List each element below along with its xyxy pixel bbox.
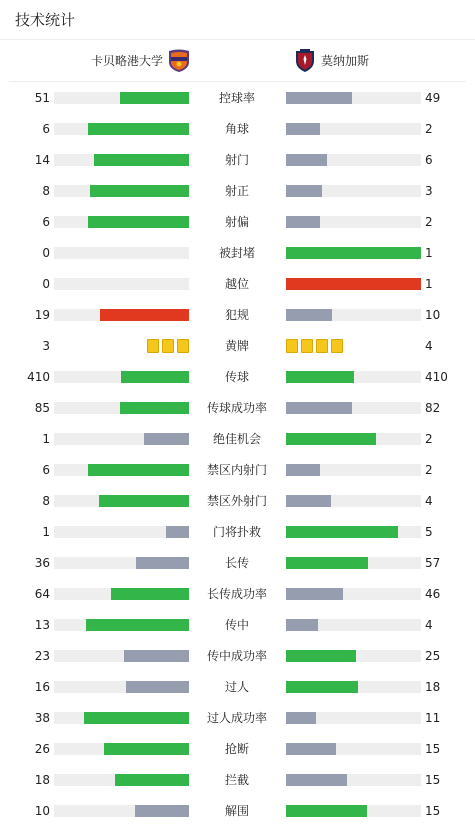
away-stat-bar-track (286, 619, 421, 631)
away-stat-value: 2 (425, 122, 433, 136)
home-stat-bar-fill (126, 681, 189, 693)
home-stat-bar-fill (104, 743, 189, 755)
stat-label: 传中成功率 (206, 649, 267, 663)
stat-label: 射偏 (224, 215, 249, 229)
away-stat-value: 49 (425, 91, 441, 105)
home-stat-value: 18 (34, 773, 50, 787)
yellow-card-icon (301, 339, 313, 353)
away-stat-bar-fill (286, 805, 367, 817)
stat-row (0, 215, 475, 246)
home-stat-bar-track (54, 805, 189, 817)
away-stat-bar-fill (286, 495, 331, 507)
away-yellow-cards (286, 339, 343, 353)
home-stat-value: 6 (42, 215, 50, 229)
home-stat-bar-track (54, 278, 189, 290)
away-stat-value: 46 (425, 587, 441, 601)
home-stat-bar-track (54, 154, 189, 166)
home-stat-bar-fill (94, 154, 189, 166)
away-stat-bar-fill (286, 154, 327, 166)
stat-label: 抢断 (224, 742, 249, 756)
away-stat-bar-fill (286, 526, 398, 538)
stat-label: 被封堵 (218, 246, 255, 260)
away-stat-value: 6 (425, 153, 433, 167)
stat-label: 传球成功率 (206, 401, 267, 415)
stat-label: 绝佳机会 (212, 432, 261, 446)
stat-label: 门将扑救 (212, 525, 261, 539)
home-stat-bar-track (54, 185, 189, 197)
home-stat-value: 19 (34, 308, 50, 322)
away-stat-bar-track (286, 92, 421, 104)
away-stat-bar-track (286, 557, 421, 569)
away-stat-bar-track (286, 743, 421, 755)
stat-row (0, 680, 475, 711)
stat-label: 传中 (224, 618, 249, 632)
stat-row (0, 122, 475, 153)
home-stat-value: 10 (34, 804, 50, 818)
stat-label: 禁区外射门 (206, 494, 267, 508)
home-stat-bar-track (54, 650, 189, 662)
away-stat-value: 2 (425, 463, 433, 477)
away-stat-bar-fill (286, 247, 421, 259)
away-stat-bar-fill (286, 712, 316, 724)
away-stat-bar-fill (286, 371, 354, 383)
home-stat-bar-fill (136, 557, 189, 569)
home-stat-bar-fill (144, 433, 189, 445)
home-stat-value: 13 (34, 618, 50, 632)
stat-row (0, 370, 475, 401)
away-stat-value: 15 (425, 804, 441, 818)
stat-row (0, 711, 475, 742)
away-stat-bar-track (286, 278, 421, 290)
away-stat-bar-fill (286, 681, 358, 693)
home-stat-value: 6 (42, 122, 50, 136)
home-stat-bar-fill (88, 464, 189, 476)
stat-label: 长传成功率 (206, 587, 267, 601)
stat-label: 犯规 (224, 308, 249, 322)
home-stat-value: 8 (42, 184, 50, 198)
stat-label: 拦截 (224, 773, 249, 787)
away-stat-value: 2 (425, 432, 433, 446)
away-stat-bar-track (286, 371, 421, 383)
away-stat-bar-fill (286, 650, 356, 662)
home-stat-bar-track (54, 216, 189, 228)
stats-list (0, 82, 475, 835)
home-stat-value: 16 (34, 680, 50, 694)
home-stat-value: 1 (42, 432, 50, 446)
away-stat-value: 15 (425, 742, 441, 756)
away-stat-bar-track (286, 185, 421, 197)
stat-label: 过人成功率 (206, 711, 267, 725)
away-stat-bar-fill (286, 402, 352, 414)
stat-label: 长传 (224, 556, 249, 570)
away-stat-value: 4 (425, 618, 433, 632)
yellow-card-icon (147, 339, 159, 353)
home-team-name: 卡贝略港大学 (90, 53, 163, 68)
stat-row (0, 587, 475, 618)
home-stat-bar-track (54, 371, 189, 383)
yellow-card-icon (286, 339, 298, 353)
home-stat-bar-track (54, 557, 189, 569)
away-stat-value: 18 (425, 680, 441, 694)
away-stat-bar-track (286, 681, 421, 693)
away-stat-bar-track (286, 774, 421, 786)
home-stat-bar-fill (115, 774, 189, 786)
stat-row (0, 339, 475, 370)
stat-label: 解围 (224, 804, 249, 818)
stat-row (0, 432, 475, 463)
stat-row (0, 649, 475, 680)
home-stat-value: 0 (42, 277, 50, 291)
home-stat-bar-fill (124, 650, 189, 662)
yellow-card-icon (177, 339, 189, 353)
home-stat-value: 1 (42, 525, 50, 539)
home-stat-bar-fill (88, 216, 189, 228)
away-stat-bar-track (286, 526, 421, 538)
away-stat-bar-fill (286, 123, 320, 135)
stat-row (0, 494, 475, 525)
away-stat-value: 5 (425, 525, 433, 539)
away-stat-bar-fill (286, 309, 332, 321)
away-stat-bar-fill (286, 774, 347, 786)
away-stat-value: 3 (425, 184, 433, 198)
away-stat-bar-fill (286, 433, 376, 445)
home-team[interactable] (91, 48, 191, 72)
stat-row (0, 277, 475, 308)
home-stat-value: 36 (34, 556, 50, 570)
stat-row (0, 742, 475, 773)
stat-row (0, 308, 475, 339)
away-stat-bar-track (286, 805, 421, 817)
away-stat-bar-fill (286, 185, 322, 197)
stat-row (0, 773, 475, 804)
away-stat-value: 1 (425, 246, 433, 260)
home-stat-value: 26 (34, 742, 50, 756)
section-header (0, 0, 475, 40)
home-stat-bar-track (54, 433, 189, 445)
stat-label: 禁区内射门 (206, 463, 267, 477)
home-stat-bar-track (54, 247, 189, 259)
away-stat-value: 82 (425, 401, 441, 415)
home-stat-bar-fill (135, 805, 189, 817)
stat-row (0, 246, 475, 277)
home-stat-bar-fill (86, 619, 189, 631)
away-stat-bar-track (286, 588, 421, 600)
stat-row (0, 525, 475, 556)
stat-label: 过人 (224, 680, 249, 694)
away-stat-bar-fill (286, 278, 421, 290)
home-stat-bar-track (54, 681, 189, 693)
away-stat-value: 410 (425, 370, 448, 384)
away-stat-bar-fill (286, 464, 320, 476)
stat-label: 越位 (224, 277, 249, 291)
home-stat-value: 51 (34, 91, 50, 105)
teams-header (9, 40, 466, 82)
away-team[interactable] (293, 48, 369, 72)
home-stat-bar-fill (120, 402, 189, 414)
stat-label: 角球 (224, 122, 249, 136)
away-stat-value: 10 (425, 308, 441, 322)
home-stat-bar-fill (99, 495, 189, 507)
away-stat-bar-track (286, 123, 421, 135)
stat-label: 射正 (224, 184, 249, 198)
away-stat-bar-track (286, 712, 421, 724)
home-stat-value: 85 (34, 401, 50, 415)
home-stat-bar-fill (166, 526, 189, 538)
home-stat-value: 64 (34, 587, 50, 601)
away-stat-value: 4 (425, 494, 433, 508)
home-stat-bar-fill (100, 309, 189, 321)
stat-row (0, 804, 475, 835)
home-stat-bar-track (54, 774, 189, 786)
stat-row (0, 91, 475, 122)
home-stat-bar-fill (88, 123, 189, 135)
stat-label: 黄牌 (224, 339, 249, 353)
away-stat-bar-track (286, 309, 421, 321)
away-stat-bar-track (286, 247, 421, 259)
home-stat-bar-fill (111, 588, 189, 600)
away-stat-value: 2 (425, 215, 433, 229)
home-stat-value: 410 (27, 370, 50, 384)
stat-row (0, 556, 475, 587)
away-stat-bar-track (286, 433, 421, 445)
yellow-card-icon (316, 339, 328, 353)
home-stat-bar-track (54, 92, 189, 104)
home-stat-bar-track (54, 464, 189, 476)
away-stat-value: 57 (425, 556, 441, 570)
home-stat-value: 6 (42, 463, 50, 477)
home-yellow-cards (147, 339, 189, 353)
home-stat-bar-fill (84, 712, 189, 724)
home-stat-bar-track (54, 123, 189, 135)
page-title: 技术统计 (15, 11, 76, 29)
away-stat-value: 15 (425, 773, 441, 787)
stat-row (0, 463, 475, 494)
away-team-name: 莫纳加斯 (321, 53, 370, 68)
away-stat-bar-track (286, 216, 421, 228)
home-stat-bar-track (54, 526, 189, 538)
stat-row (0, 401, 475, 432)
home-stat-bar-track (54, 402, 189, 414)
stat-row (0, 153, 475, 184)
home-stat-bar-track (54, 743, 189, 755)
stat-row (0, 618, 475, 649)
home-stat-bar-track (54, 619, 189, 631)
away-stat-bar-fill (286, 619, 318, 631)
away-team-shield-logo (293, 48, 317, 72)
away-stat-bar-fill (286, 216, 320, 228)
home-stat-bar-fill (120, 92, 189, 104)
stat-row (0, 184, 475, 215)
home-stat-value: 23 (34, 649, 50, 663)
yellow-card-icon (162, 339, 174, 353)
away-stat-value: 1 (425, 277, 433, 291)
stat-label: 传球 (224, 370, 249, 384)
away-stat-value: 11 (425, 711, 441, 725)
home-stat-bar-fill (121, 371, 189, 383)
home-stat-bar-track (54, 588, 189, 600)
away-stat-bar-fill (286, 92, 352, 104)
away-stat-bar-track (286, 650, 421, 662)
stat-label: 控球率 (218, 91, 255, 105)
away-stat-bar-track (286, 464, 421, 476)
away-stat-value: 25 (425, 649, 441, 663)
home-stat-bar-track (54, 495, 189, 507)
yellow-card-icon (331, 339, 343, 353)
away-stat-bar-track (286, 495, 421, 507)
home-stat-value: 3 (42, 339, 50, 353)
away-stat-bar-track (286, 402, 421, 414)
away-stat-value: 4 (425, 339, 433, 353)
away-stat-bar-fill (286, 588, 343, 600)
home-stat-bar-track (54, 309, 189, 321)
home-stat-value: 14 (34, 153, 50, 167)
home-stat-value: 38 (34, 711, 50, 725)
home-stat-bar-track (54, 712, 189, 724)
home-stat-bar-fill (90, 185, 189, 197)
home-team-shield-logo (167, 48, 191, 72)
away-stat-bar-fill (286, 557, 368, 569)
stat-label: 射门 (224, 153, 249, 167)
away-stat-bar-track (286, 154, 421, 166)
away-stat-bar-fill (286, 743, 336, 755)
home-stat-value: 0 (42, 246, 50, 260)
home-stat-value: 8 (42, 494, 50, 508)
